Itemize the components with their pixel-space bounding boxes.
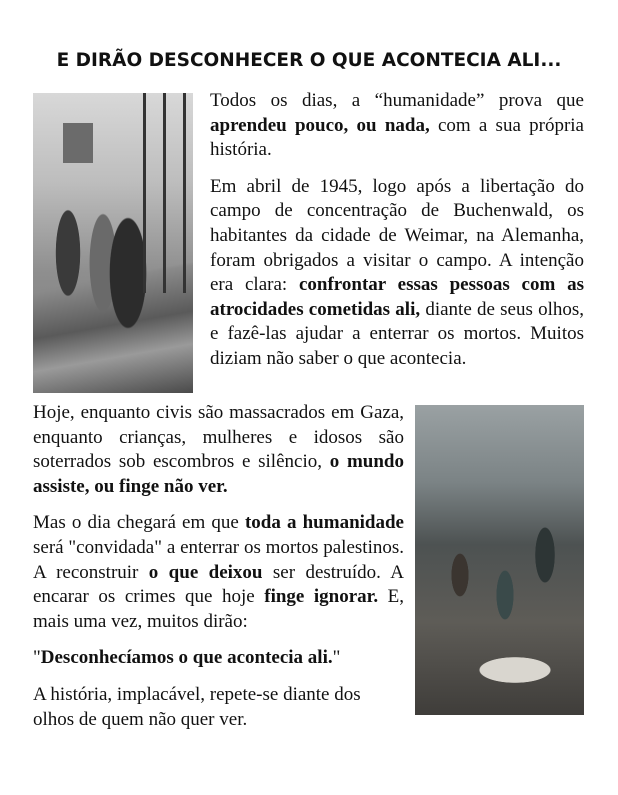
text: será "convidada" a enterrar os mortos palestinos. A reconstruir [33, 536, 404, 583]
page-title: E DIRÃO DESCONHECER O QUE ACONTECIA ALI... [56, 50, 562, 71]
bold-text: confrontar essas pessoas com as atrocidades cometidas ali, [210, 274, 584, 320]
fence-post [183, 93, 186, 293]
buchenwald-photo [33, 93, 193, 393]
text: Hoje, enquanto civis são massacrados em Gaza, enquanto crianças, mulheres e idosos são soterrados sob escombros e silêncio, [33, 402, 404, 473]
text: Em abril de 1945, logo após a libertação do campo de concentração de Buchenwald, os habitantes da cidade de Weimar, na Alemanha, foram obrigados a visitar o campo. A intenção era clara: [210, 175, 584, 296]
text: " [332, 647, 341, 669]
gaza-photo [415, 405, 584, 715]
bold-quote: Desconhecíamos o que acontecia ali. [40, 647, 333, 669]
fence-post [143, 93, 146, 293]
bold-text: finge ignorar. [264, 586, 379, 608]
paragraph-buchenwald [210, 175, 584, 372]
text: diante de seus olhos, e fazê-las ajudar a enterrar os mortos. Muitos diziam não saber o que acontecia. [210, 298, 584, 369]
text: Mas o dia chegará em que [33, 512, 245, 534]
bold-text: o que deixou [148, 561, 263, 583]
fence-post [163, 93, 166, 293]
watchtower-shape [63, 123, 93, 163]
paragraph-future [33, 511, 404, 634]
paragraph-intro [210, 89, 584, 163]
bold-text: aprendeu pouco, ou nada, [210, 114, 430, 136]
text: com a sua própria história. [210, 114, 584, 161]
paragraph-quote [33, 646, 404, 671]
bold-text: o mundo assiste, ou finge não ver. [33, 451, 405, 497]
text-column-bottom [33, 401, 404, 744]
bold-text: toda a humanidade [244, 512, 404, 534]
paragraph-gaza [33, 401, 404, 499]
text: " [33, 647, 41, 669]
paragraph-closing: A história, implacável, repete-se diante dos olhos de quem não quer ver. [33, 683, 361, 730]
text: Todos os dias, a “humanidade” prova que [210, 90, 584, 111]
text: E, mais uma vez, muitos dirão: [33, 586, 404, 632]
text: ser destruído. A encarar os crimes que hoje [33, 561, 404, 608]
text-column-top [210, 89, 584, 384]
